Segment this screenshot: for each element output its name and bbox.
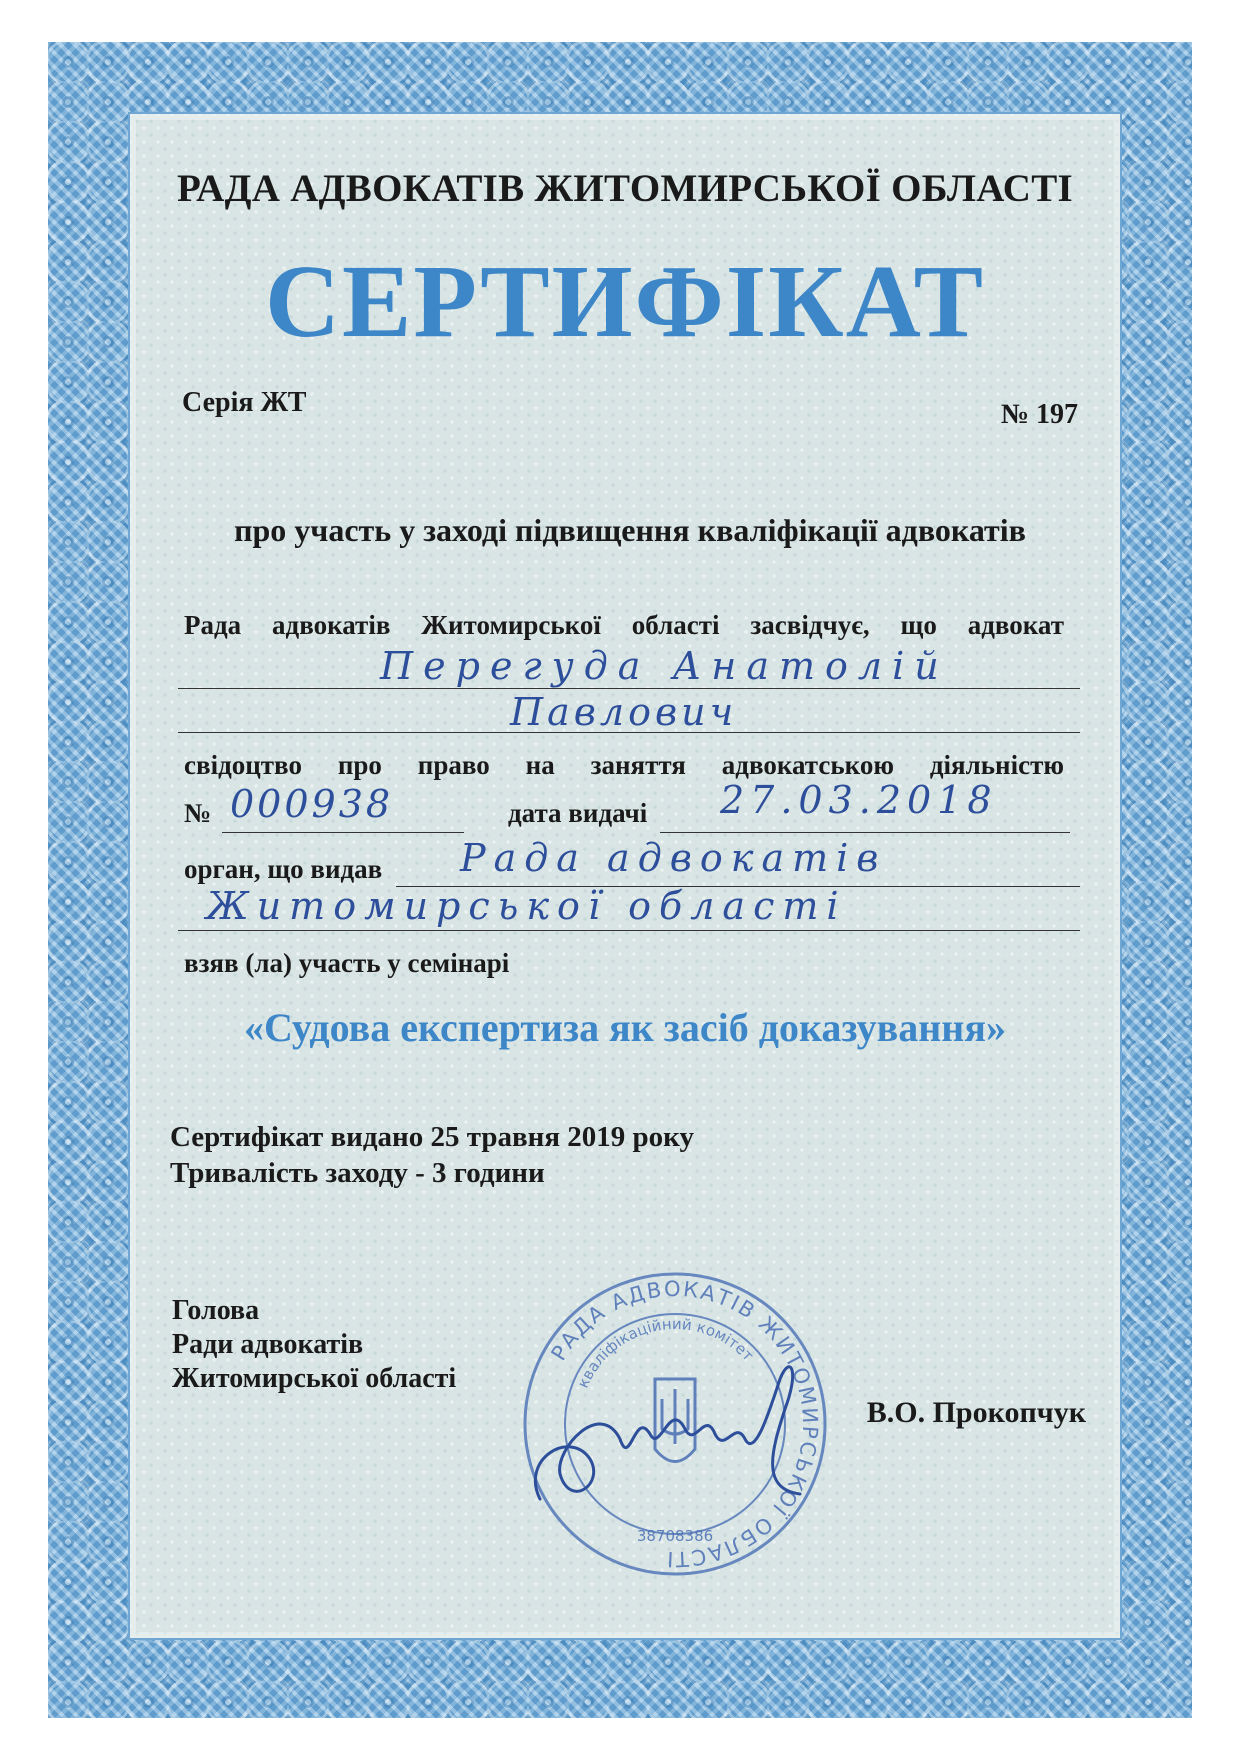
license-number-handwritten: 000938 bbox=[230, 782, 394, 826]
certificate-body bbox=[128, 112, 1122, 1640]
position-line-3: Житомирської області bbox=[172, 1363, 457, 1394]
position-line-1: Голова bbox=[172, 1295, 260, 1326]
issue-date-line bbox=[660, 832, 1070, 833]
issuer-line-2 bbox=[178, 930, 1080, 931]
name-line-1 bbox=[178, 688, 1080, 689]
duration-text: Тривалість заходу - 3 години bbox=[170, 1157, 545, 1189]
issue-date-handwritten: 27.03.2018 bbox=[720, 778, 998, 822]
issuer-handwritten-1: Рада адвокатів bbox=[460, 836, 887, 880]
seminar-title: «Судова експертиза як засіб доказування» bbox=[244, 1005, 1006, 1050]
stamp-code: 38708386 bbox=[636, 1527, 714, 1545]
issuer-handwritten-2: Житомирської області bbox=[206, 884, 847, 928]
signatory-position bbox=[172, 1294, 456, 1396]
issuer-label: орган, що видав bbox=[184, 854, 383, 884]
certifies-text: Рада адвокатів Житомирської області засвідчує, що адвокат bbox=[184, 610, 1064, 640]
license-number-label: № bbox=[184, 798, 212, 828]
stamp-outer-text: РАДА АДВОКАТІВ ЖИТОМИРСЬКОЇ ОБЛАСТІ bbox=[546, 1276, 823, 1572]
license-number-line bbox=[222, 832, 464, 833]
license-text: свідоцтво про право на заняття адвокатською діяльністю bbox=[184, 750, 1064, 780]
issue-info bbox=[170, 1119, 694, 1191]
certificate-number: № 197 bbox=[1000, 399, 1078, 430]
signatory-name: В.О. Прокопчук bbox=[866, 1396, 1086, 1429]
official-stamp bbox=[510, 1259, 840, 1589]
series-label: Серія ЖТ bbox=[182, 387, 307, 418]
name-handwritten-1: Перегуда Анатолій bbox=[380, 644, 949, 688]
issue-date-label: дата видачі bbox=[508, 798, 648, 828]
organization-heading: РАДА АДВОКАТІВ ЖИТОМИРСЬКОЇ ОБЛАСТІ bbox=[176, 167, 1074, 210]
participation-text: взяв (ла) участь у семінарі bbox=[184, 948, 510, 978]
position-line-2: Ради адвокатів bbox=[172, 1329, 364, 1360]
name-handwritten-2: Павлович bbox=[510, 690, 738, 734]
certificate-subtitle: про участь у заході підвищення кваліфікації адвокатів bbox=[234, 512, 1026, 548]
document-title: СЕРТИФІКАТ bbox=[264, 244, 986, 359]
stamp-inner-text: кваліфікаційний комітет bbox=[573, 1314, 758, 1391]
certificate-border bbox=[48, 42, 1192, 1718]
issued-date-text: Сертифікат видано 25 травня 2019 року bbox=[170, 1121, 694, 1153]
